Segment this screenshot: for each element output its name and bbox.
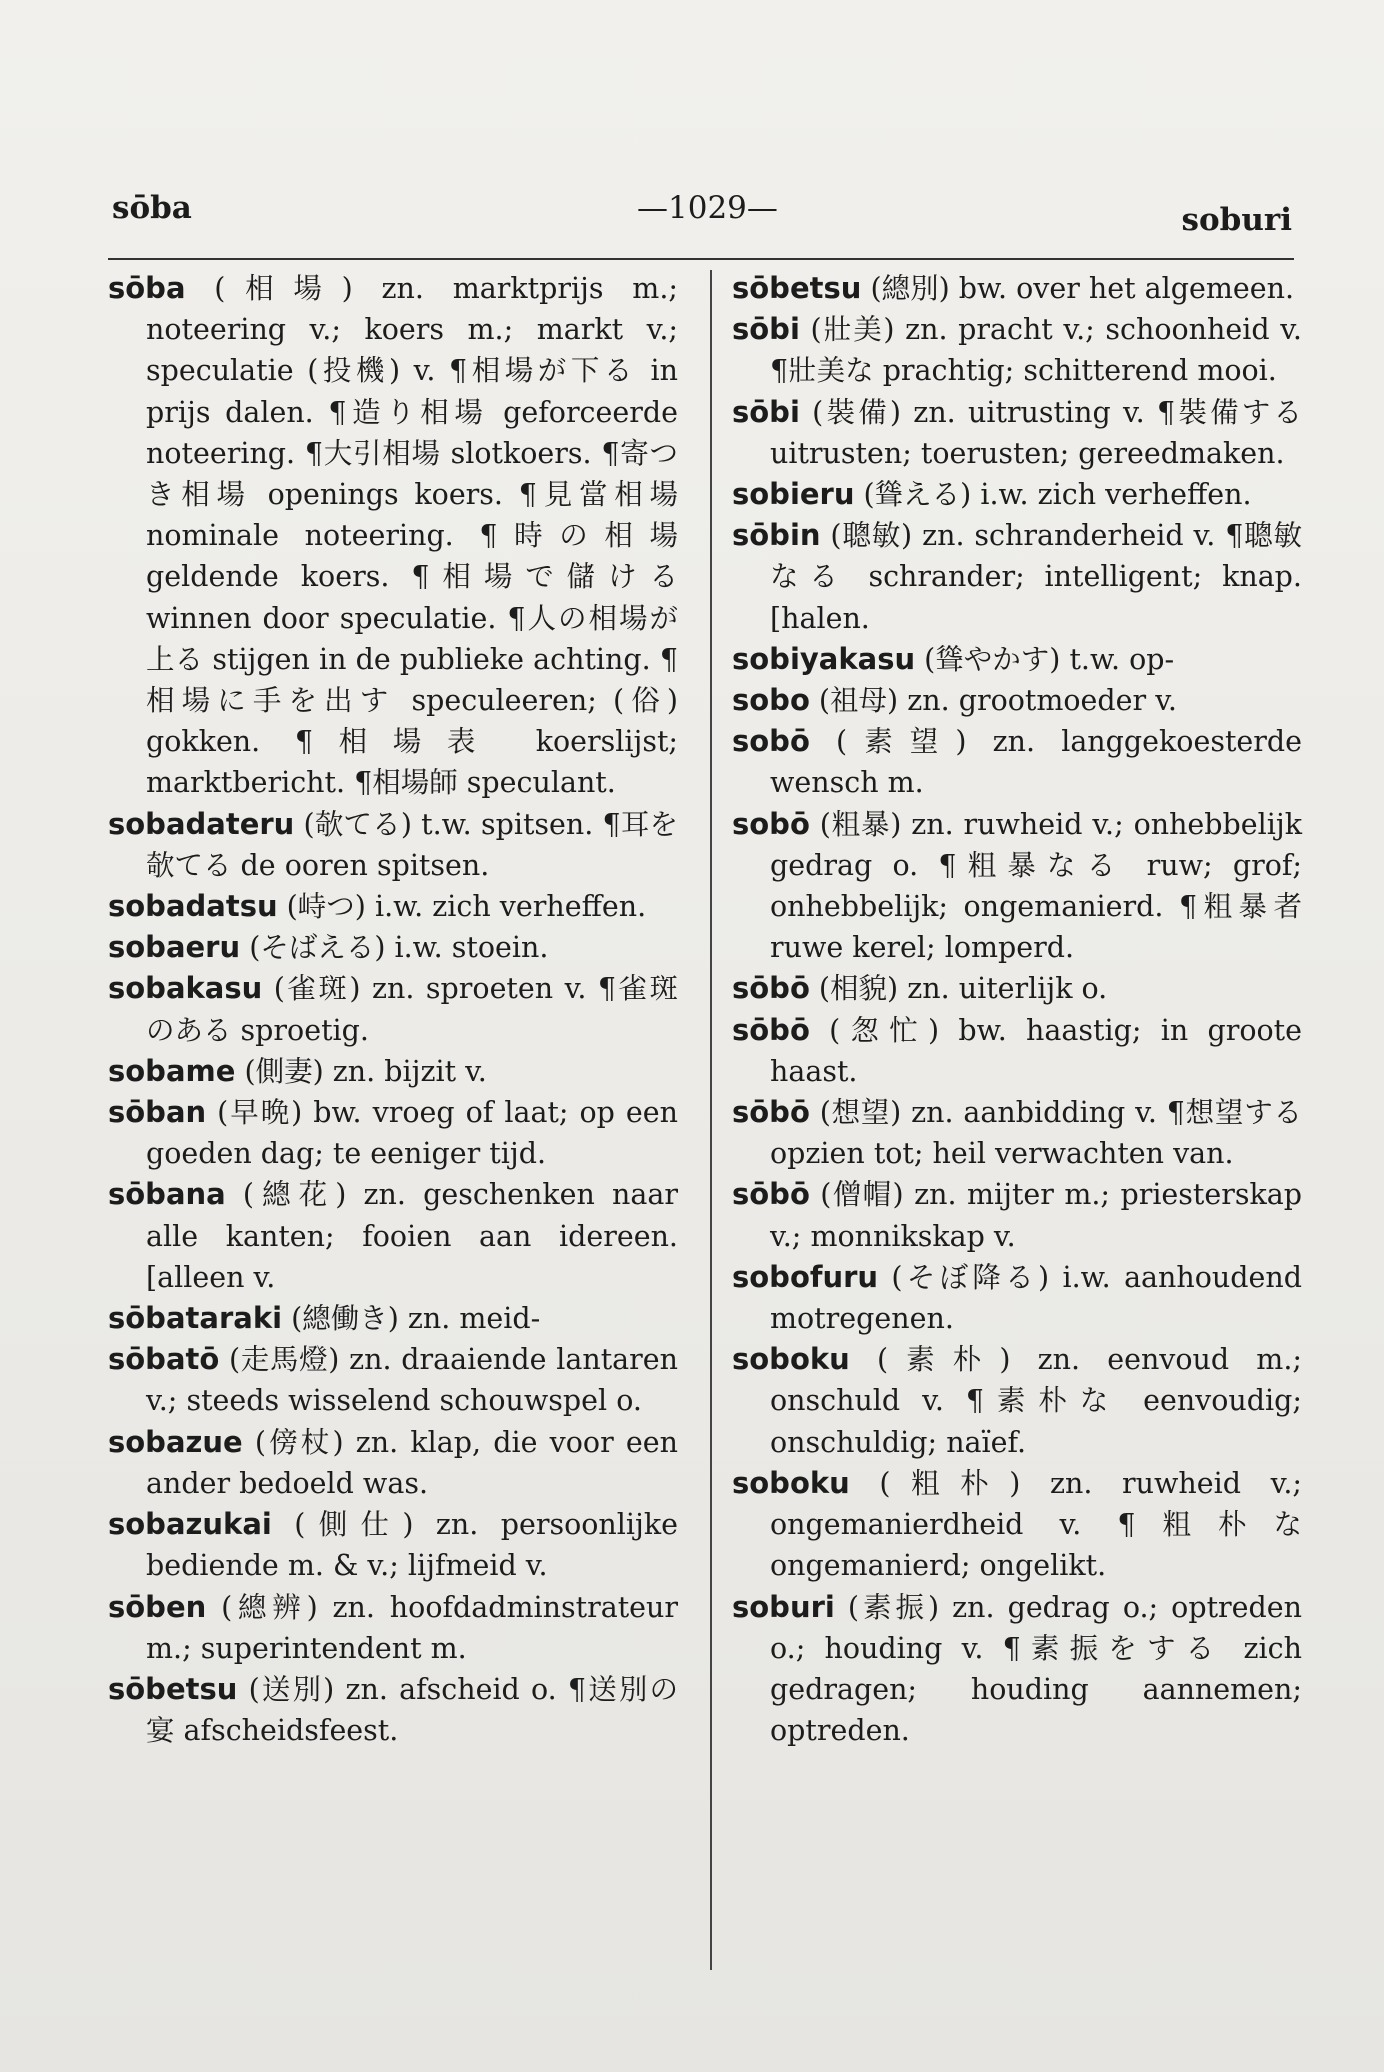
entry-definition: (傍杖) zn. klap, die voor een ander bedoeld was. xyxy=(146,1425,678,1500)
dictionary-entry xyxy=(108,1174,678,1298)
page-number: —1029— xyxy=(637,190,778,226)
left-column xyxy=(108,268,678,1751)
entry-definition: (側仕) zn. persoonlijke bediende m. & v.; lijfmeid v. xyxy=(146,1508,678,1583)
entry-headword: sōbetsu xyxy=(732,271,862,305)
dictionary-entry xyxy=(732,1010,1302,1092)
entry-definition: (總働き) zn. meid- xyxy=(282,1302,541,1336)
dictionary-entry xyxy=(732,680,1302,721)
entry-headword: sōben xyxy=(108,1589,207,1624)
entry-headword: sobiyakasu xyxy=(732,641,916,676)
entry-definition: (峙つ) i.w. zich verheffen. xyxy=(277,890,647,924)
dictionary-entry xyxy=(732,1257,1302,1339)
dictionary-entry xyxy=(108,804,678,886)
entry-headword: sōbataraki xyxy=(108,1301,283,1336)
entry-headword: sōbi xyxy=(732,312,800,347)
right-guide-word: soburi xyxy=(1181,202,1292,238)
entry-definition: (聰敏) zn. schranderheid v. ¶聰敏なる schrander; intelligent; knap. [halen. xyxy=(770,519,1302,635)
entry-headword: sōba xyxy=(108,271,186,305)
dictionary-entry xyxy=(108,1092,678,1174)
entry-definition: (僧帽) zn. mijter m.; priesterskap v.; monnikskap v. xyxy=(770,1178,1302,1253)
entry-headword: sobieru xyxy=(732,477,855,512)
right-column xyxy=(732,268,1302,1751)
entry-headword: sōbetsu xyxy=(108,1671,238,1706)
entry-definition: (粗暴) zn. ruwheid v.; onhebbelijk gedrag o. ¶粗暴なる ruw; grof; onhebbelijk; ongemanierd. ¶粗暴者 ruwe kerel; lomperd. xyxy=(770,807,1302,965)
dictionary-entry xyxy=(732,1174,1302,1256)
entry-headword: sobaeru xyxy=(108,930,241,965)
entry-definition: (素朴) zn. eenvoud m.; onschuld v. ¶素朴な eenvoudig; onschuldig; naïef. xyxy=(770,1343,1302,1459)
entry-definition: (欹てる) t.w. spitsen. ¶耳を欹てる de ooren spitsen. xyxy=(146,807,678,882)
entry-headword: sobakasu xyxy=(108,971,263,1006)
dictionary-entry xyxy=(108,268,678,804)
entry-headword: sobazukai xyxy=(108,1507,272,1542)
entry-definition: (總別) bw. over het algemeen. xyxy=(861,272,1295,305)
dictionary-entry xyxy=(732,515,1302,639)
dictionary-entry xyxy=(108,1298,678,1339)
entry-headword: sobo xyxy=(732,683,810,718)
entry-definition: (送別) zn. afscheid o. ¶送別の宴 afscheidsfeest. xyxy=(146,1672,678,1748)
entry-definition: (壯美) zn. pracht v.; schoonheid v. ¶壯美な prachtig; schitterend mooi. xyxy=(770,313,1302,388)
entry-definition: (聳やかす) t.w. op- xyxy=(915,642,1175,676)
dictionary-entry xyxy=(732,1092,1302,1174)
entry-definition: (側妻) zn. bijzit v. xyxy=(235,1054,487,1088)
entry-headword: sobō xyxy=(732,724,810,759)
dictionary-entry xyxy=(732,1587,1302,1752)
entry-definition: (走馬燈) zn. draaiende lantaren v.; steeds wisselend schouwspel o. xyxy=(146,1343,678,1418)
entry-headword: sōbana xyxy=(108,1177,226,1212)
dictionary-entry xyxy=(108,1587,678,1669)
dictionary-entry xyxy=(108,1669,678,1751)
entry-definition: (裝備) zn. uitrusting v. ¶裝備する uitrusten; toerusten; gereedmaken. xyxy=(770,395,1302,470)
dictionary-entry xyxy=(732,1339,1302,1463)
dictionary-entry xyxy=(732,721,1302,803)
dictionary-entry xyxy=(108,1504,678,1586)
entry-headword: sōbin xyxy=(732,518,821,553)
entry-definition: (早晩) bw. vroeg of laat; op een goeden dag; te eeniger tijd. xyxy=(146,1096,678,1171)
entry-headword: soburi xyxy=(732,1589,835,1624)
entry-headword: sōbatō xyxy=(108,1342,220,1377)
entry-headword: sobadateru xyxy=(108,806,295,841)
dictionary-entry xyxy=(732,268,1302,309)
dictionary-entry xyxy=(732,968,1302,1009)
left-guide-word: sōba xyxy=(112,190,192,226)
entry-headword: sōbō xyxy=(732,1177,810,1212)
dictionary-entry xyxy=(108,968,678,1050)
entry-headword: sobadatsu xyxy=(108,889,278,924)
entry-headword: sobame xyxy=(108,1053,236,1088)
dictionary-entry xyxy=(732,804,1302,969)
dictionary-entry xyxy=(108,1422,678,1504)
page-header xyxy=(112,190,1292,240)
entry-definition: (怱忙) bw. haastig; in groote haast. xyxy=(770,1013,1302,1088)
entry-headword: sōbō xyxy=(732,1095,810,1130)
entry-definition: (祖母) zn. grootmoeder v. xyxy=(809,684,1177,718)
column-divider xyxy=(710,270,712,1970)
entry-definition: (そぼ降る) i.w. aanhoudend motregenen. xyxy=(770,1260,1302,1336)
entry-definition: (相貌) zn. uiterlijk o. xyxy=(809,972,1108,1006)
entry-headword: sobazue xyxy=(108,1424,243,1459)
entry-definition: (素振) zn. gedrag o.; optreden o.; houding v. ¶素振をする zich gedragen; houding aannemen; optreden. xyxy=(770,1590,1302,1748)
dictionary-entry xyxy=(108,1051,678,1092)
dictionary-entry xyxy=(732,392,1302,474)
dictionary-entry xyxy=(108,927,678,968)
entry-headword: sōban xyxy=(108,1095,207,1130)
dictionary-entry xyxy=(732,309,1302,391)
dictionary-entry xyxy=(108,1339,678,1421)
entry-headword: sōbi xyxy=(732,394,800,429)
entry-definition: (そばえる) i.w. stoein. xyxy=(240,931,549,965)
entry-headword: sōbō xyxy=(732,971,810,1006)
entry-definition: (粗朴) zn. ruwheid v.; ongemanierdheid v. ¶粗朴な ongemanierd; ongelikt. xyxy=(770,1466,1302,1583)
entry-definition: (想望) zn. aanbidding v. ¶想望する opzien tot; heil verwachten van. xyxy=(770,1096,1302,1171)
entry-definition: (雀斑) zn. sproeten v. ¶雀斑のある sproetig. xyxy=(146,972,678,1047)
entry-headword: sobō xyxy=(732,806,810,841)
entry-definition: (素望) zn. langgekoesterde wensch m. xyxy=(770,725,1302,800)
entry-definition: (相場) zn. marktprijs m.; noteering v.; koers m.; markt v.; speculatie (投機) v. ¶相場が下る in prijs dalen. ¶造り相場 geforceerde noteering. ¶大引相場 slotkoers. ¶寄つき相場 openings koers. ¶見當相場 nominale noteering. ¶時の相場 geldende koers. ¶相場で儲ける winnen door speculatie. ¶人の相場が上る stijgen in de publieke achting. ¶相場に手を出す speculeeren; (俗) gokken. ¶相場表 koerslijst; marktbericht. ¶相場師 speculant. xyxy=(146,272,678,800)
entry-headword: sobofuru xyxy=(732,1259,879,1294)
dictionary-entry xyxy=(732,1463,1302,1587)
entry-headword: soboku xyxy=(732,1342,850,1377)
dictionary-entry xyxy=(732,474,1302,515)
entry-definition: (聳える) i.w. zich verheffen. xyxy=(854,478,1252,512)
entry-headword: sōbō xyxy=(732,1012,810,1047)
entry-definition: (總花) zn. geschenken naar alle kanten; fooien aan idereen. [alleen v. xyxy=(146,1178,678,1294)
entry-definition: (總辨) zn. hoofdadminstrateur m.; superintendent m. xyxy=(146,1590,678,1665)
header-rule xyxy=(108,258,1294,260)
entry-headword: soboku xyxy=(732,1465,850,1500)
dictionary-entry xyxy=(732,639,1302,680)
dictionary-entry xyxy=(108,886,678,927)
